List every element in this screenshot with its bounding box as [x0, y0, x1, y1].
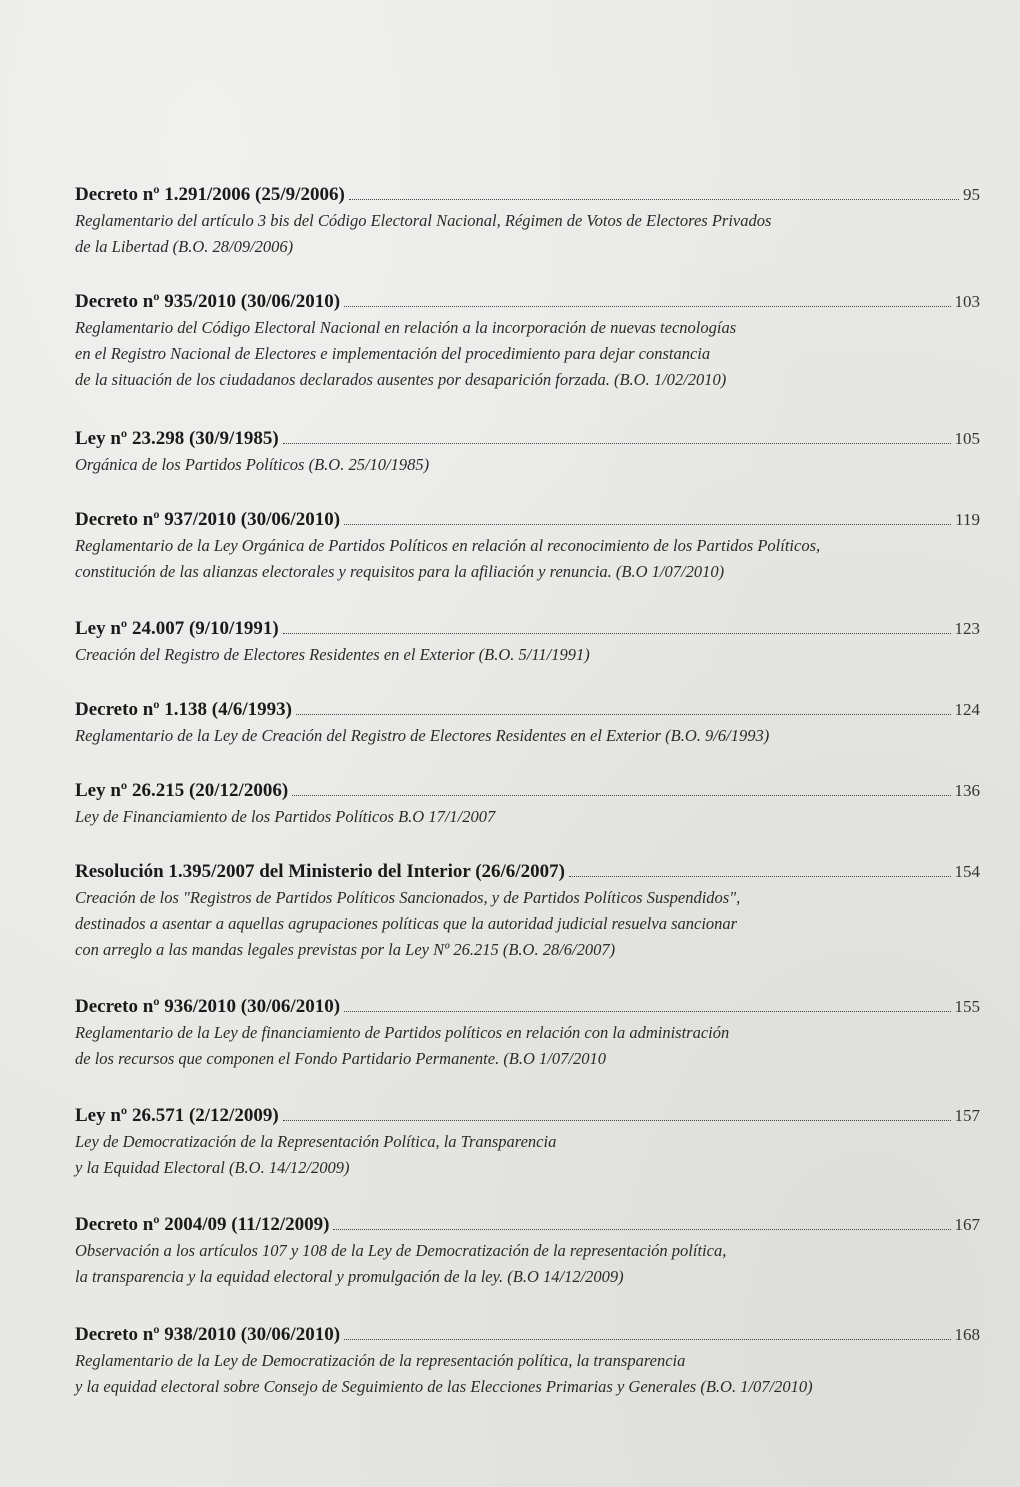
dot-leader: [283, 632, 951, 634]
toc-entry: [75, 290, 980, 393]
toc-entry: [75, 1213, 980, 1290]
page-number: 119: [955, 510, 980, 529]
description-line: Reglamentario de la Ley de Democratización de la representación política, la transparencia: [75, 1351, 686, 1370]
toc-entry: [75, 1323, 980, 1400]
entry-title: Resolución 1.395/2007 del Ministerio del Interior (26/6/2007): [75, 861, 565, 882]
description-line: Reglamentario de la Ley de financiamiento de Partidos políticos en relación con la administración: [75, 1023, 730, 1042]
entry-description: [75, 642, 980, 668]
entry-title: Decreto nº 2004/09 (11/12/2009): [75, 1214, 330, 1235]
entry-title: Decreto nº 936/2010 (30/06/2010): [75, 996, 341, 1017]
entry-description: [75, 885, 980, 963]
description-line: y la Equidad Electoral (B.O. 14/12/2009): [75, 1158, 350, 1177]
dot-leader: [344, 1338, 950, 1340]
page-number: 103: [954, 292, 980, 311]
toc-entry: [75, 698, 980, 749]
description-line: Reglamentario del Código Electoral Nacional en relación a la incorporación de nuevas tecnologías: [75, 318, 737, 337]
entry-description: [75, 1129, 980, 1181]
dot-leader: [569, 875, 951, 877]
toc-entry: [75, 779, 980, 830]
toc-entry: [75, 995, 980, 1072]
dot-leader: [333, 1228, 950, 1230]
entry-description: [75, 533, 980, 585]
description-line: constitución de las alianzas electorales y requisitos para la afiliación y renuncia. (B.O 1/07/2010): [75, 562, 725, 581]
entry-description: [75, 208, 980, 260]
description-line: Ley de Democratización de la Representación Política, la Transparencia: [75, 1132, 557, 1151]
description-line: y la equidad electoral sobre Consejo de Seguimiento de las Elecciones Primarias y Generales (B.O. 1/07/2010): [75, 1377, 813, 1396]
page-number: 155: [954, 997, 980, 1016]
description-line: Creación de los "Registros de Partidos Políticos Sancionados, y de Partidos Políticos Suspendidos",: [75, 888, 741, 907]
description-line: en el Registro Nacional de Electores e implementación del procedimiento para dejar constancia: [75, 344, 711, 363]
toc-entry: [75, 427, 980, 478]
entry-title: Decreto nº 935/2010 (30/06/2010): [75, 291, 341, 312]
entry-description: [75, 723, 980, 749]
page-number: 168: [954, 1325, 980, 1344]
toc-entry: [75, 183, 980, 260]
page-number: 123: [954, 619, 980, 638]
entry-description: [75, 452, 980, 478]
page-number: 136: [954, 781, 980, 800]
entry-title: Decreto nº 1.291/2006 (25/9/2006): [75, 184, 345, 205]
entry-description: [75, 1348, 980, 1400]
description-line: Creación del Registro de Electores Residentes en el Exterior (B.O. 5/11/1991): [75, 645, 590, 664]
toc-entry: [75, 860, 980, 963]
description-line: la transparencia y la equidad electoral y promulgación de la ley. (B.O 14/12/2009): [75, 1267, 624, 1286]
entry-title: Decreto nº 937/2010 (30/06/2010): [75, 509, 341, 530]
page-number: 95: [963, 185, 980, 204]
entry-description: [75, 1238, 980, 1290]
description-line: con arreglo a las mandas legales previstas por la Ley Nº 26.215 (B.O. 28/6/2007): [75, 940, 616, 959]
toc-entry: [75, 508, 980, 585]
entry-description: [75, 1020, 980, 1072]
toc-entry: [75, 617, 980, 668]
dot-leader: [296, 713, 951, 715]
description-line: Reglamentario de la Ley de Creación del Registro de Electores Residentes en el Exterior (B.O. 9/6/1993): [75, 726, 770, 745]
entry-title: Ley nº 24.007 (9/10/1991): [75, 618, 279, 639]
page-number: 157: [954, 1106, 980, 1125]
page-number: 105: [954, 429, 980, 448]
entry-title: Decreto nº 938/2010 (30/06/2010): [75, 1324, 341, 1345]
description-line: Reglamentario de la Ley Orgánica de Partidos Políticos en relación al reconocimiento de los Partidos Políticos,: [75, 536, 821, 555]
description-line: de la situación de los ciudadanos declarados ausentes por desaparición forzada. (B.O. 1/02/2010): [75, 370, 727, 389]
description-line: Reglamentario del artículo 3 bis del Código Electoral Nacional, Régimen de Votos de Electores Privados: [75, 211, 772, 230]
entry-title: Ley nº 26.215 (20/12/2006): [75, 780, 289, 801]
entry-description: [75, 804, 980, 830]
description-line: Observación a los artículos 107 y 108 de la Ley de Democratización de la representación política,: [75, 1241, 727, 1260]
toc-entry: [75, 1104, 980, 1181]
description-line: de los recursos que componen el Fondo Partidario Permanente. (B.O 1/07/2010: [75, 1049, 606, 1068]
dot-leader: [349, 198, 959, 200]
entry-description: [75, 315, 980, 393]
dot-leader: [283, 1119, 951, 1121]
dot-leader: [283, 442, 951, 444]
entry-title: Decreto nº 1.138 (4/6/1993): [75, 699, 292, 720]
description-line: de la Libertad (B.O. 28/09/2006): [75, 237, 294, 256]
page-number: 124: [954, 700, 980, 719]
dot-leader: [344, 1010, 950, 1012]
dot-leader: [344, 523, 951, 525]
dot-leader: [344, 305, 950, 307]
entry-title: Ley nº 23.298 (30/9/1985): [75, 428, 279, 449]
page-number: 154: [954, 862, 980, 881]
entry-title: Ley nº 26.571 (2/12/2009): [75, 1105, 279, 1126]
description-line: Orgánica de los Partidos Políticos (B.O. 25/10/1985): [75, 455, 430, 474]
description-line: Ley de Financiamiento de los Partidos Políticos B.O 17/1/2007: [75, 807, 496, 826]
dot-leader: [292, 794, 950, 796]
page-number: 167: [954, 1215, 980, 1234]
description-line: destinados a asentar a aquellas agrupaciones políticas que la autoridad judicial resuelva sancionar: [75, 914, 738, 933]
